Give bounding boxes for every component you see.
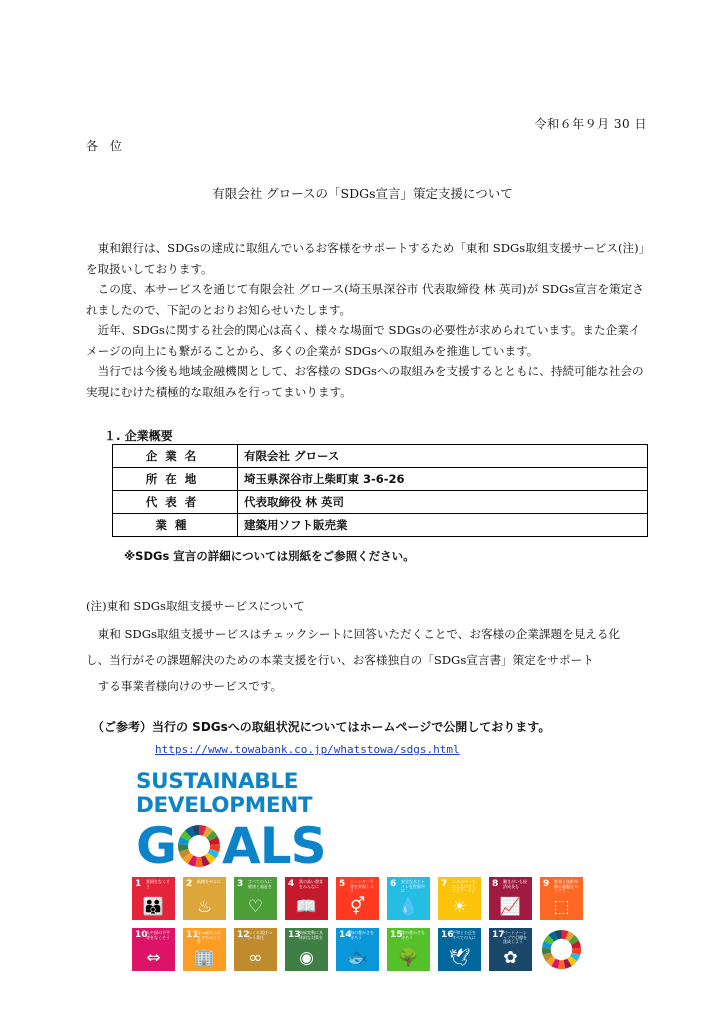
goal-number: 16 (441, 930, 454, 940)
row-value: 埼玉県深谷市上柴町東 3-6-26 (238, 468, 648, 491)
goals-letters: ALS (222, 817, 326, 875)
sdg-goal-tile-11 (183, 928, 226, 971)
book-icon: 📖 (295, 897, 318, 917)
sdg-logo-line: DEVELOPMENT (136, 793, 313, 818)
rings-icon: ✿ (503, 948, 518, 968)
goal-label: すべての人に健康と福祉を (248, 879, 272, 889)
sdg-wheel-icon (540, 928, 583, 971)
table-row (113, 468, 648, 491)
tree-icon: 🌳 (397, 948, 420, 968)
table-row (113, 445, 648, 468)
goal-number: 6 (390, 879, 397, 889)
heartbeat-icon: ♡ (247, 897, 264, 917)
sdg-goal-tile-17 (489, 928, 532, 971)
row-label: 業種 (113, 514, 238, 537)
company-overview-heading: １. 企業概要 (104, 429, 173, 443)
goal-number: 1 (135, 879, 142, 889)
goal-label: 気候変動に具体的な対策を (299, 930, 323, 940)
sdgs-homepage-link[interactable]: https://www.towabank.co.jp/whatstowa/sdgs.html (155, 743, 460, 756)
goal-number: 5 (339, 879, 346, 889)
sdg-goal-tile-2 (183, 877, 226, 920)
goal-label: 住み続けられるまちづくりを (197, 930, 221, 944)
sdgs-declaration-note: ※SDGs 宣言の詳細については別紙をご参照ください。 (124, 549, 415, 563)
sdg-logo (136, 769, 326, 875)
city-icon: 🏢 (193, 948, 216, 968)
sdg-goal-tile-12 (234, 928, 277, 971)
goal-number: 11 (186, 930, 199, 940)
goal-label: 人や国の不平等をなくそう (146, 930, 170, 940)
goal-number: 13 (288, 930, 301, 940)
sdg-goals-word (136, 817, 326, 875)
goal-label: 陸の豊かさも守ろう (401, 930, 425, 940)
table-row (113, 514, 648, 537)
row-label: 企業名 (113, 445, 238, 468)
goal-label: パートナーシップで目標を達成しよう (503, 930, 528, 944)
sdg-goal-tile-8 (489, 877, 532, 920)
goal-number: 10 (135, 930, 148, 940)
gender-icon: ⚥ (349, 897, 366, 917)
goal-number: 12 (237, 930, 250, 940)
goals-letter-g: G (136, 817, 177, 875)
service-note-heading: (注)東和 SDGs取組支援サービスについて (86, 599, 305, 613)
goal-number: 9 (543, 879, 550, 889)
goal-number: 3 (237, 879, 244, 889)
row-label: 代表者 (113, 491, 238, 514)
goal-number: 8 (492, 879, 499, 889)
document-title: 有限会社 グロースの「SDGs宣言」策定支援について (212, 186, 513, 201)
sdg-logo-line: SUSTAINABLE (136, 769, 299, 794)
company-overview-table (112, 444, 648, 537)
goal-label: 産業と技術革新の基盤をつくろう (554, 879, 578, 893)
body-text (86, 238, 646, 402)
goal-number: 15 (390, 930, 403, 940)
goal-number: 4 (288, 879, 295, 889)
service-note-line: 東和 SDGs取組支援サービスはチェックシートに回答いただくことで、お客様の企業課題を見える化 (97, 627, 621, 641)
goal-number: 7 (441, 879, 448, 889)
growth-chart-icon: 📈 (499, 897, 522, 917)
paragraph: この度、本サービスを通じて有限会社 グロース(埼玉県深谷市 代表取締役 林 英司)が SDGs宣言を策定されましたので、下記のとおりお知らせいたします。 (86, 282, 644, 317)
sdg-goal-tile-3 (234, 877, 277, 920)
goal-label: 安全な水とトイレを世界中に (401, 879, 425, 893)
goal-number: 2 (186, 879, 193, 889)
dove-icon: 🕊 (448, 948, 471, 968)
sdg-goal-tile-1 (132, 877, 175, 920)
goal-label: 働きがいも経済成長も (503, 879, 527, 889)
goal-label: ジェンダー平等を実現しよう (350, 879, 374, 893)
sdg-goal-tile-14 (336, 928, 379, 971)
sdg-goal-tile-4 (285, 877, 328, 920)
goal-label: エネルギーをみんなにそしてクリーンに (452, 879, 476, 893)
sdg-goal-tile-15 (387, 928, 430, 971)
goal-label: 貧困をなくそう (146, 879, 170, 889)
water-icon: 💧 (397, 897, 420, 917)
service-note-line: する事業者様向けのサービスです。 (97, 679, 283, 693)
sun-icon: ☀ (451, 897, 468, 917)
addressee: 各 位 (86, 139, 126, 153)
goal-label: 海の豊かさを守ろう (350, 930, 374, 940)
bowl-icon: ♨ (196, 897, 213, 917)
row-value: 建築用ソフト販売業 (238, 514, 648, 537)
reference-text: （ご参考）当行の SDGsへの取組状況についてはホームページで公開しております。 (92, 720, 551, 734)
paragraph: 近年、SDGsに関する社会的関心は高く、様々な場面で SDGsの必要性が求められています。また企業イメージの向上にも繋がることから、多くの企業が SDGsへの取組みを推進しています。 (86, 323, 641, 358)
paragraph: 当行では今後も地域金融機関として、お客様の SDGsへの取組みを支援するとともに、持続可能な社会の実現にむけた積極的な取組みを行ってまいります。 (86, 364, 644, 399)
table-row (113, 491, 648, 514)
sdg-goal-tile-6 (387, 877, 430, 920)
equality-icon: ⇔ (146, 948, 161, 968)
row-value: 代表取締役 林 英司 (238, 491, 648, 514)
sdg-goal-tile-5 (336, 877, 379, 920)
document-date: 令和６年９月 30 日 (534, 117, 647, 131)
people-icon: 👪 (142, 897, 165, 917)
sdg-goal-tile-10 (132, 928, 175, 971)
sdg-goal-tile-16 (438, 928, 481, 971)
goal-label: 飢餓をゼロに (197, 879, 221, 884)
fish-icon: 🐟 (346, 948, 369, 968)
goal-number: 17 (492, 930, 505, 940)
goal-label: 質の高い教育をみんなに (299, 879, 323, 889)
goal-label: 平和と公正をすべての人に (452, 930, 476, 940)
infinity-icon: ∞ (248, 948, 263, 968)
sdg-goal-tile-13 (285, 928, 328, 971)
service-note-body (86, 621, 661, 699)
goal-label: つくる責任つかう責任 (248, 930, 272, 940)
row-value: 有限会社 グロース (238, 445, 648, 468)
goal-number: 14 (339, 930, 352, 940)
eye-globe-icon: ◉ (299, 948, 314, 968)
paragraph: 東和銀行は、SDGsの達成に取組んでいるお客様をサポートするため「東和 SDGs取組支援サービス(注)」を取扱いしております。 (86, 241, 645, 276)
cubes-icon: ⬚ (553, 897, 570, 917)
sdg-wheel-icon (177, 824, 221, 868)
service-note-line: し、当行がその課題解決のための本業支援を行い、お客様独自の「SDGs宣言書」策定をサポート (86, 653, 594, 667)
sdg-goal-tile-7 (438, 877, 481, 920)
sdg-goal-tile-9 (540, 877, 583, 920)
row-label: 所在地 (113, 468, 238, 491)
